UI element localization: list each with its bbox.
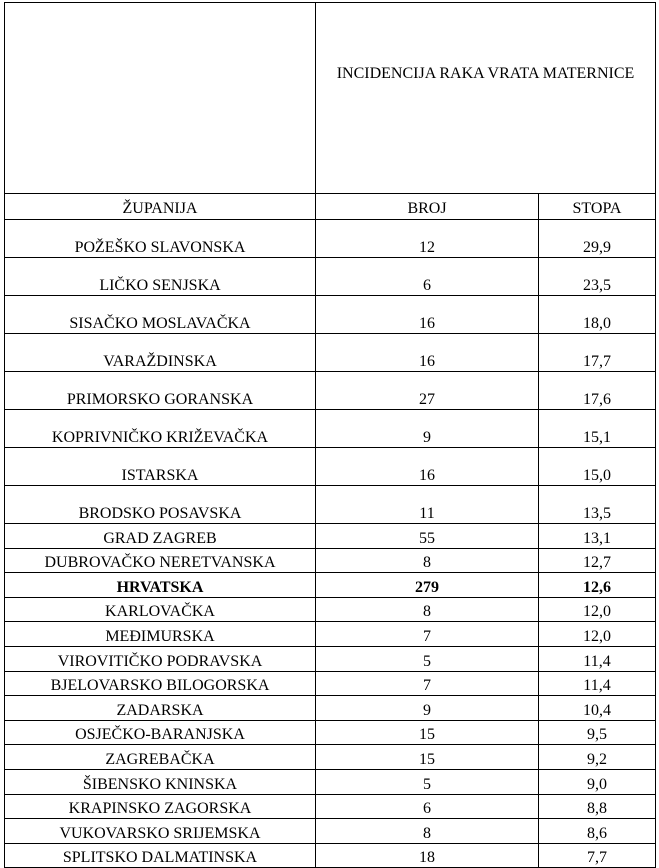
cell-county: PRIMORSKO GORANSKA <box>5 372 316 410</box>
cell-county: OSJEČKO-BARANJSKA <box>5 720 316 745</box>
header-rate: STOPA <box>539 194 656 220</box>
table-row <box>5 720 656 745</box>
cell-county: BRODSKO POSAVSKA <box>5 486 316 524</box>
cell-count: 7 <box>316 671 539 696</box>
table-row <box>5 548 656 573</box>
cell-count: 16 <box>316 334 539 372</box>
table-row <box>5 258 656 296</box>
cell-rate: 18,0 <box>539 296 656 334</box>
cell-count: 55 <box>316 524 539 549</box>
cell-rate: 23,5 <box>539 258 656 296</box>
table-row <box>5 486 656 524</box>
cell-count: 7 <box>316 622 539 647</box>
cell-rate: 10,4 <box>539 696 656 721</box>
table-row <box>5 769 656 794</box>
table-row <box>5 597 656 622</box>
cell-county: SPLITSKO DALMATINSKA <box>5 843 316 868</box>
cell-count: 18 <box>316 843 539 868</box>
table-row <box>5 448 656 486</box>
cell-county: GRAD ZAGREB <box>5 524 316 549</box>
table-row <box>5 334 656 372</box>
cell-count: 5 <box>316 769 539 794</box>
cell-county: LIČKO SENJSKA <box>5 258 316 296</box>
cell-count: 8 <box>316 597 539 622</box>
cell-county: ISTARSKA <box>5 448 316 486</box>
cell-county: VARAŽDINSKA <box>5 334 316 372</box>
cell-rate: 12,7 <box>539 548 656 573</box>
cell-rate: 12,6 <box>539 573 656 598</box>
incidence-table <box>4 2 656 868</box>
cell-rate: 15,1 <box>539 410 656 448</box>
cell-county: ZAGREBAČKA <box>5 745 316 770</box>
table-row <box>5 745 656 770</box>
cell-rate: 13,5 <box>539 486 656 524</box>
table-row <box>5 646 656 671</box>
cell-rate: 17,7 <box>539 334 656 372</box>
header-count: BROJ <box>316 194 539 220</box>
cell-county: ZADARSKA <box>5 696 316 721</box>
cell-county: DUBROVAČKO NERETVANSKA <box>5 548 316 573</box>
cell-rate: 8,8 <box>539 794 656 819</box>
table-row <box>5 671 656 696</box>
cell-rate: 12,0 <box>539 622 656 647</box>
cell-count: 11 <box>316 486 539 524</box>
cell-count: 16 <box>316 448 539 486</box>
cell-county: VUKOVARSKO SRIJEMSKA <box>5 819 316 844</box>
cell-county: BJELOVARSKO BILOGORSKA <box>5 671 316 696</box>
cell-county: HRVATSKA <box>5 573 316 598</box>
cell-county: ŠIBENSKO KNINSKA <box>5 769 316 794</box>
cell-rate: 29,9 <box>539 220 656 258</box>
table-row <box>5 372 656 410</box>
cell-county: KARLOVAČKA <box>5 597 316 622</box>
cell-count: 16 <box>316 296 539 334</box>
table-title: INCIDENCIJA RAKA VRATA MATERNICE <box>316 3 656 194</box>
cell-rate: 12,0 <box>539 597 656 622</box>
table-row <box>5 524 656 549</box>
cell-county: KOPRIVNIČKO KRIŽEVAČKA <box>5 410 316 448</box>
cell-count: 8 <box>316 819 539 844</box>
cell-rate: 9,5 <box>539 720 656 745</box>
header-county: ŽUPANIJA <box>5 194 316 220</box>
cell-county: VIROVITIČKO PODRAVSKA <box>5 646 316 671</box>
cell-count: 15 <box>316 720 539 745</box>
cell-count: 6 <box>316 794 539 819</box>
cell-rate: 15,0 <box>539 448 656 486</box>
table-row <box>5 794 656 819</box>
table-title-row <box>5 3 656 194</box>
table-row <box>5 296 656 334</box>
cell-count: 12 <box>316 220 539 258</box>
cell-count: 9 <box>316 410 539 448</box>
table-row <box>5 696 656 721</box>
cell-county: SISAČKO MOSLAVAČKA <box>5 296 316 334</box>
table-row <box>5 622 656 647</box>
cell-rate: 13,1 <box>539 524 656 549</box>
table-row <box>5 819 656 844</box>
cell-rate: 17,6 <box>539 372 656 410</box>
cell-county: KRAPINSKO ZAGORSKA <box>5 794 316 819</box>
cell-count: 27 <box>316 372 539 410</box>
table-row <box>5 220 656 258</box>
cell-rate: 8,6 <box>539 819 656 844</box>
cell-rate: 11,4 <box>539 671 656 696</box>
cell-rate: 7,7 <box>539 843 656 868</box>
empty-header-cell <box>5 3 316 194</box>
table-row <box>5 843 656 868</box>
cell-rate: 9,2 <box>539 745 656 770</box>
cell-count: 5 <box>316 646 539 671</box>
table-row <box>5 410 656 448</box>
cell-rate: 9,0 <box>539 769 656 794</box>
cell-count: 279 <box>316 573 539 598</box>
table-row-total <box>5 573 656 598</box>
cell-count: 8 <box>316 548 539 573</box>
cell-rate: 11,4 <box>539 646 656 671</box>
cell-count: 6 <box>316 258 539 296</box>
cell-count: 9 <box>316 696 539 721</box>
cell-count: 15 <box>316 745 539 770</box>
cell-county: MEĐIMURSKA <box>5 622 316 647</box>
column-header-row <box>5 194 656 220</box>
cell-county: POŽEŠKO SLAVONSKA <box>5 220 316 258</box>
